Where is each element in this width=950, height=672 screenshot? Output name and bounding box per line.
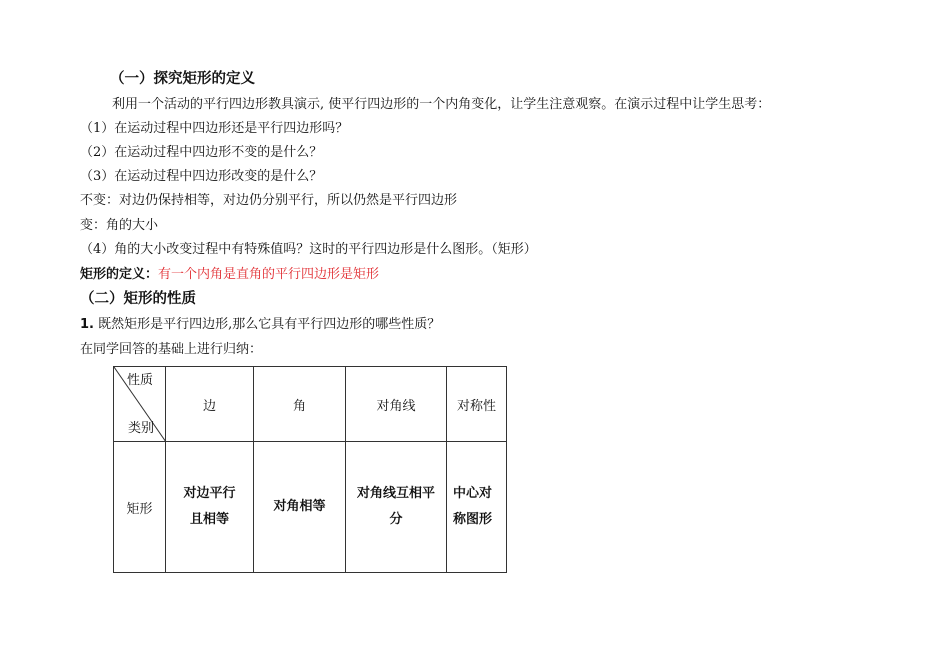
section1-title: （一）探究矩形的定义: [110, 71, 255, 87]
cell-diagonal-line2: 分: [389, 512, 403, 527]
question-1: （1）在运动过程中四边形还是平行四边形吗？: [80, 121, 349, 136]
unchanged-note: 不变：对边仍保持相等，对边仍分别平行，所以仍然是平行四边形: [80, 193, 458, 208]
summary-lead: 在同学回答的基础上进行归纳：: [80, 342, 263, 357]
properties-table: [113, 366, 507, 573]
table-header-row: [114, 367, 507, 442]
header-symmetry: 对称性: [447, 367, 507, 442]
section2-title: （二）矩形的性质: [80, 291, 196, 307]
cell-angle: [254, 442, 346, 573]
cell-diagonal: [346, 442, 447, 573]
corner-label-property: 性质: [127, 373, 154, 388]
header-angle: 角: [254, 367, 346, 442]
intro-paragraph: 利用一个活动的平行四边形教具演示, 使平行四边形的一个内角变化，让学生注意观察。在演示过程中让学生思考：: [112, 97, 771, 112]
changed-note: 变：角的大小: [80, 218, 159, 233]
question-2: （2）在运动过程中四边形不变的是什么？: [80, 145, 323, 160]
question-properties: [80, 316, 440, 334]
row-label-rectangle: 矩形: [114, 442, 166, 573]
cell-diagonal-line1: 对角线互相平: [356, 486, 435, 501]
question-properties-text: 既然矩形是平行四边形,那么它具有平行四边形的哪些性质？: [93, 317, 441, 332]
cell-symmetry-line2: 称图形: [453, 512, 493, 527]
header-diagonal: 对角线: [346, 367, 447, 442]
cell-side-line2: 且相等: [189, 512, 229, 527]
corner-label-category: 类别: [128, 421, 155, 436]
cell-side-line1: 对边平行: [183, 486, 236, 501]
question-4: （4）角的大小改变过程中有特殊值吗？这时的平行四边形是什么图形。（矩形）: [80, 242, 537, 257]
definition-label: 矩形的定义：: [80, 267, 159, 282]
definition-text: 有一个内角是直角的平行四边形是矩形: [158, 267, 380, 282]
question-number: 1.: [80, 317, 94, 332]
cell-angle-line1: 对角相等: [273, 499, 326, 514]
question-3: （3）在运动过程中四边形改变的是什么？: [80, 169, 323, 184]
table-corner-cell: [114, 367, 166, 442]
cell-symmetry-line1: 中心对: [453, 486, 493, 501]
table-row: [114, 442, 507, 573]
cell-symmetry: [447, 442, 507, 573]
cell-side: [166, 442, 254, 573]
definition-line: [80, 266, 379, 284]
header-side: 边: [166, 367, 254, 442]
